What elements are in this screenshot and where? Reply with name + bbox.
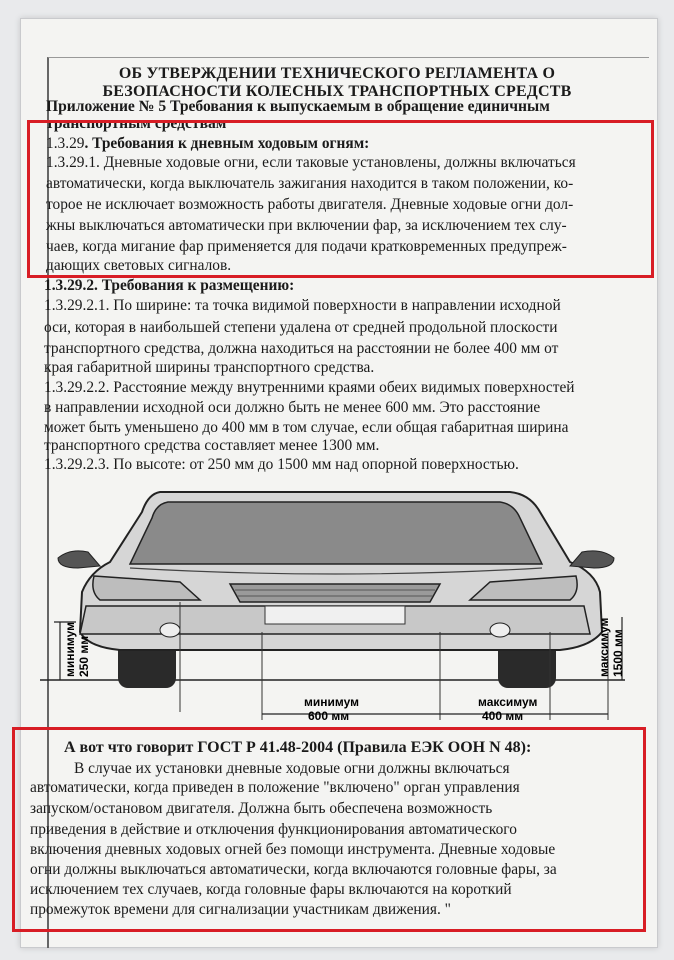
gost-line: В случае их установки дневные ходовые огни должны включаться	[74, 760, 510, 777]
section1-heading-num: 1.3.29	[46, 135, 85, 152]
gost-line: автоматически, когда приведен в положение "включено" орган управления	[30, 779, 520, 796]
max-height-label: максимум	[597, 617, 611, 677]
windshield	[130, 502, 542, 564]
section2-line: 1.3.29.2.2. Расстояние между внутренними краями обеих видимых поверхностей	[44, 379, 575, 396]
max-height-value: 1500 мм	[611, 629, 625, 677]
gost-line: промежуток времени для сигнализации участникам движения. "	[30, 901, 451, 918]
appendix-title-cont: транспортным средствам	[46, 115, 227, 132]
gost-heading: А вот что говорит ГОСТ Р 41.48-2004 (Правила ЕЭК ООН N 48):	[64, 739, 532, 756]
gost-line: запуском/остановом двигателя. Должна быть обеспечена возможность	[30, 800, 493, 817]
right-mirror	[570, 551, 614, 568]
section2-line: оси, которая в наибольшей степени удалена от средней продольной плоскости	[44, 319, 558, 336]
section2-line: может быть уменьшено до 400 мм в том случае, если общая габаритная ширина	[44, 419, 569, 436]
gost-line: включения дневных ходовых огней без помощи инструмента. Дневные ходовые	[30, 841, 556, 858]
section2-line: края габаритной ширины транспортного средства.	[44, 359, 375, 376]
section2-line: транспортного средства, должна находиться на расстоянии не более 400 мм от	[44, 340, 559, 357]
left-fog-light	[160, 623, 180, 637]
section1-heading	[46, 134, 369, 153]
section1-line: автоматически, когда выключатель зажигания находится в таком положении, ко-	[46, 175, 574, 192]
min-height-value: 250 мм	[77, 635, 91, 677]
section1-line: чаев, когда мигание фар применяется для подачи кратковременных предупреж-	[46, 238, 567, 255]
license-plate	[265, 606, 405, 624]
min-width-label: минимум	[304, 695, 359, 709]
gost-line: исключением тех случаев, когда головные фары включаются на короткий	[30, 881, 512, 898]
section1-line: дающих световых сигналов.	[46, 257, 232, 274]
max-edge-value: 400 мм	[482, 709, 524, 722]
section1-heading-text: . Требования к дневным ходовым огням:	[84, 135, 370, 152]
left-mirror	[58, 551, 100, 568]
appendix-title: Приложение № 5 Требования к выпускаемым в обращение единичным	[46, 98, 550, 115]
grille	[230, 584, 440, 602]
gost-line: приведения в действие и отключения функционирования автоматического	[30, 821, 517, 838]
section2-line: 1.3.29.2.1. По ширине: та точка видимой поверхности в направлении исходной	[44, 297, 561, 314]
section2-heading: 1.3.29.2. Требования к размещению:	[44, 277, 295, 294]
right-fog-light	[490, 623, 510, 637]
min-height-label: минимум	[63, 622, 77, 677]
min-width-value: 600 мм	[308, 709, 350, 722]
max-edge-label: максимум	[478, 695, 538, 709]
gost-line: огни должны выключаться автоматически, когда включаются головные фары, за	[30, 861, 557, 878]
car-front-diagram	[30, 472, 640, 722]
section1-line: 1.3.29.1. Дневные ходовые огни, если таковые установлены, должны включаться	[46, 154, 576, 171]
section2-line: 1.3.29.2.3. По высоте: от 250 мм до 1500 мм над опорной поверхностью.	[44, 456, 519, 473]
section2-line: транспортного средства составляет менее 1300 мм.	[44, 437, 380, 454]
section1-line: жны выключаться автоматически при включении фар, за исключением тех слу-	[46, 217, 567, 234]
section2-line: в направлении исходной оси должно быть не менее 600 мм. Это расстояние	[44, 399, 541, 416]
doc-title-line1: ОБ УТВЕРЖДЕНИИ ТЕХНИЧЕСКОГО РЕГЛАМЕНТА О	[118, 65, 556, 82]
doc-title-line2: БЕЗОПАСНОСТИ КОЛЕСНЫХ ТРАНСПОРТНЫХ СРЕДСТВ	[102, 83, 572, 100]
section1-line: торое не исключает возможность работы двигателя. Дневные ходовые огни дол-	[46, 196, 574, 213]
